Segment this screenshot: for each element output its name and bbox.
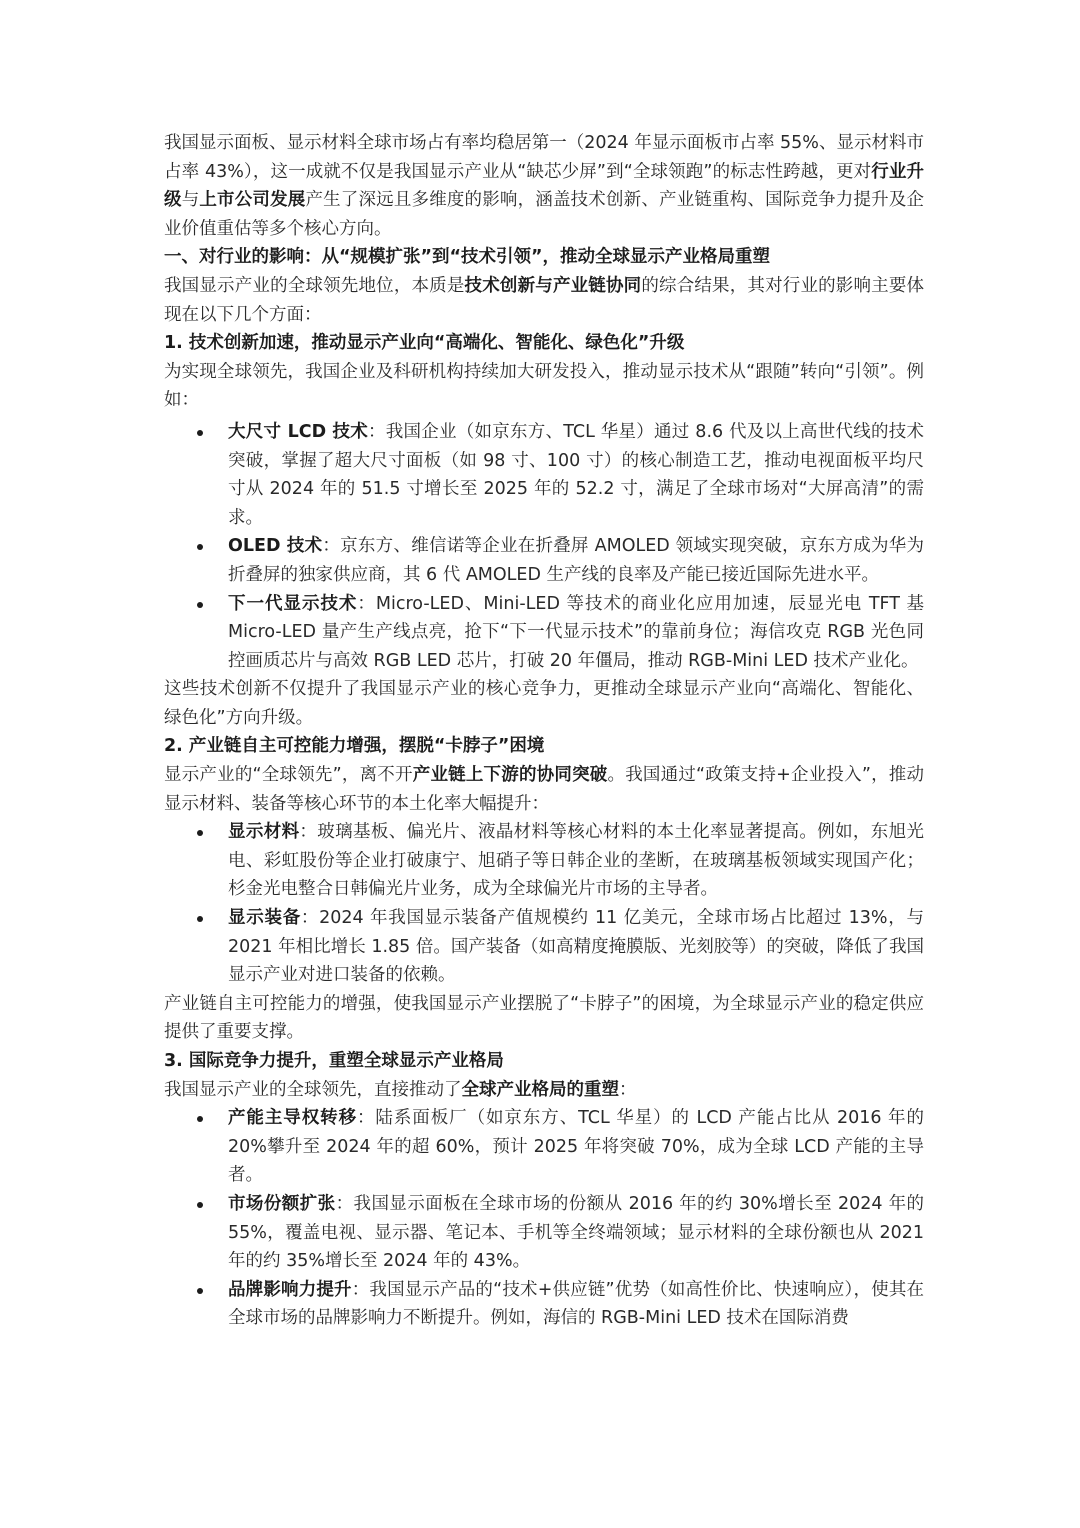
section1-heading: 一、对行业的影响：从“规模扩张”到“技术引领”，推动全球显示产业格局重塑 (164, 247, 771, 268)
list-item: 大尺寸 LCD 技术：我国企业（如京东方、TCL 华星）通过 8.6 代及以上高世代线的技术突破，掌握了超大尺寸面板（如 98 寸、100 寸）的核心制造工艺，推动电视面板平均尺寸从 2024 年的 51.5 寸增长至 2025 年的 52.2 寸，满足了全球市场对“大屏高清”的需求。 (228, 418, 924, 532)
list-item: 下一代显示技术：Micro-LED、Mini-LED 等技术的商业化应用加速，辰显光电 TFT 基 Micro-LED 量产生产线点亮，抢下“下一代显示技术”的靠前身位；海信攻克 RGB 光色同控画质芯片与高效 RGB LED 芯片，打破 20 年僵局，推动 RGB-Mini LED 技术产业化。 (228, 590, 924, 676)
sub2-list (164, 818, 924, 990)
bullet-icon (197, 830, 203, 836)
sub1-outro: 这些技术创新不仅提升了我国显示产业的核心竞争力，更推动全球显示产业向“高端化、智能化、绿色化”方向升级。 (164, 679, 924, 728)
bullet-icon (197, 602, 203, 608)
bullet-icon (197, 1116, 203, 1122)
sub3-list (164, 1104, 924, 1333)
sub2-outro: 产业链自主可控能力的增强，使我国显示产业摆脱了“卡脖子”的困境，为全球显示产业的稳定供应提供了重要支撑。 (164, 993, 924, 1043)
list-item: 市场份额扩张：我国显示面板在全球市场的份额从 2016 年的约 30%增长至 2024 年的 55%，覆盖电视、显示器、笔记本、手机等全终端领域；显示材料的全球份额也从 2021 年的约 35%增长至 2024 年的 43%。 (228, 1190, 924, 1276)
section1-intro: 我国显示产业的全球领先地位，本质是技术创新与产业链协同的综合结果，其对行业的影响主要体现在以下几个方面： (164, 275, 925, 325)
sub3-intro: 我国显示产业的全球领先，直接推动了全球产业格局的重塑： (164, 1079, 637, 1100)
bullet-icon (197, 544, 203, 550)
list-item: 产能主导权转移：陆系面板厂（如京东方、TCL 华星）的 LCD 产能占比从 2016 年的 20%攀升至 2024 年的超 60%，预计 2025 年将突破 70%，成为全球 LCD 产能的主导者。 (228, 1104, 924, 1190)
sub2-heading: 2. 产业链自主可控能力增强，摆脱“卡脖子”困境 (164, 736, 545, 757)
bold-industry-upgrade: 行业升级 (164, 161, 925, 211)
bullet-icon (197, 1288, 203, 1294)
bullet-icon (197, 1202, 203, 1208)
document-body (164, 129, 924, 1333)
bold-listed-company: 上市公司发展 (199, 190, 306, 211)
list-item: 品牌影响力提升：我国显示产品的“技术+供应链”优势（如高性价比、快速响应），使其在全球市场的品牌影响力不断提升。例如，海信的 RGB-Mini LED 技术在国际消费 (228, 1276, 924, 1333)
sub3-heading: 3. 国际竞争力提升，重塑全球显示产业格局 (164, 1051, 504, 1071)
sub1-heading: 1. 技术创新加速，推动显示产业向“高端化、智能化、绿色化”升级 (164, 333, 685, 354)
list-item: 显示装备：2024 年我国显示装备产值规模约 11 亿美元，全球市场占比超过 13%，与 2021 年相比增长 1.85 倍。国产装备（如高精度掩膜版、光刻胶等）的突破，降低了我国显示产业对进口装备的依赖。 (228, 904, 924, 990)
sub2-intro: 显示产业的“全球领先”，离不开产业链上下游的协同突破。我国通过“政策支持+企业投入”，推动显示材料、装备等核心环节的本土化率大幅提升： (164, 765, 925, 814)
bullet-icon (197, 916, 203, 922)
intro-paragraph: 我国显示面板、显示材料全球市场占有率均稳居第一（2024 年显示面板市占率 55%、显示材料市占率 43%），这一成就不仅是我国显示产业从“缺芯少屏”到“全球领跑”的标志性跨越，更对行业升级与上市公司发展产生了深远且多维度的影响，涵盖技术创新、产业链重构、国际竞争力提升及企业价值重估等多个核心方向。 (164, 133, 925, 239)
list-item: OLED 技术：京东方、维信诺等企业在折叠屏 AMOLED 领域实现突破，京东方成为华为折叠屏的独家供应商，其 6 代 AMOLED 生产线的良率及产能已接近国际先进水平。 (228, 532, 924, 589)
bullet-icon (197, 430, 203, 436)
sub1-list (164, 418, 924, 675)
list-item: 显示材料：玻璃基板、偏光片、液晶材料等核心材料的本土化率显著提高。例如，东旭光电、彩虹股份等企业打破康宁、旭硝子等日韩企业的垄断，在玻璃基板领域实现国产化；杉金光电整合日韩偏光片业务，成为全球偏光片市场的主导者。 (228, 818, 924, 904)
sub1-intro: 为实现全球领先，我国企业及科研机构持续加大研发投入，推动显示技术从“跟随”转向“引领”。例如： (164, 361, 924, 411)
